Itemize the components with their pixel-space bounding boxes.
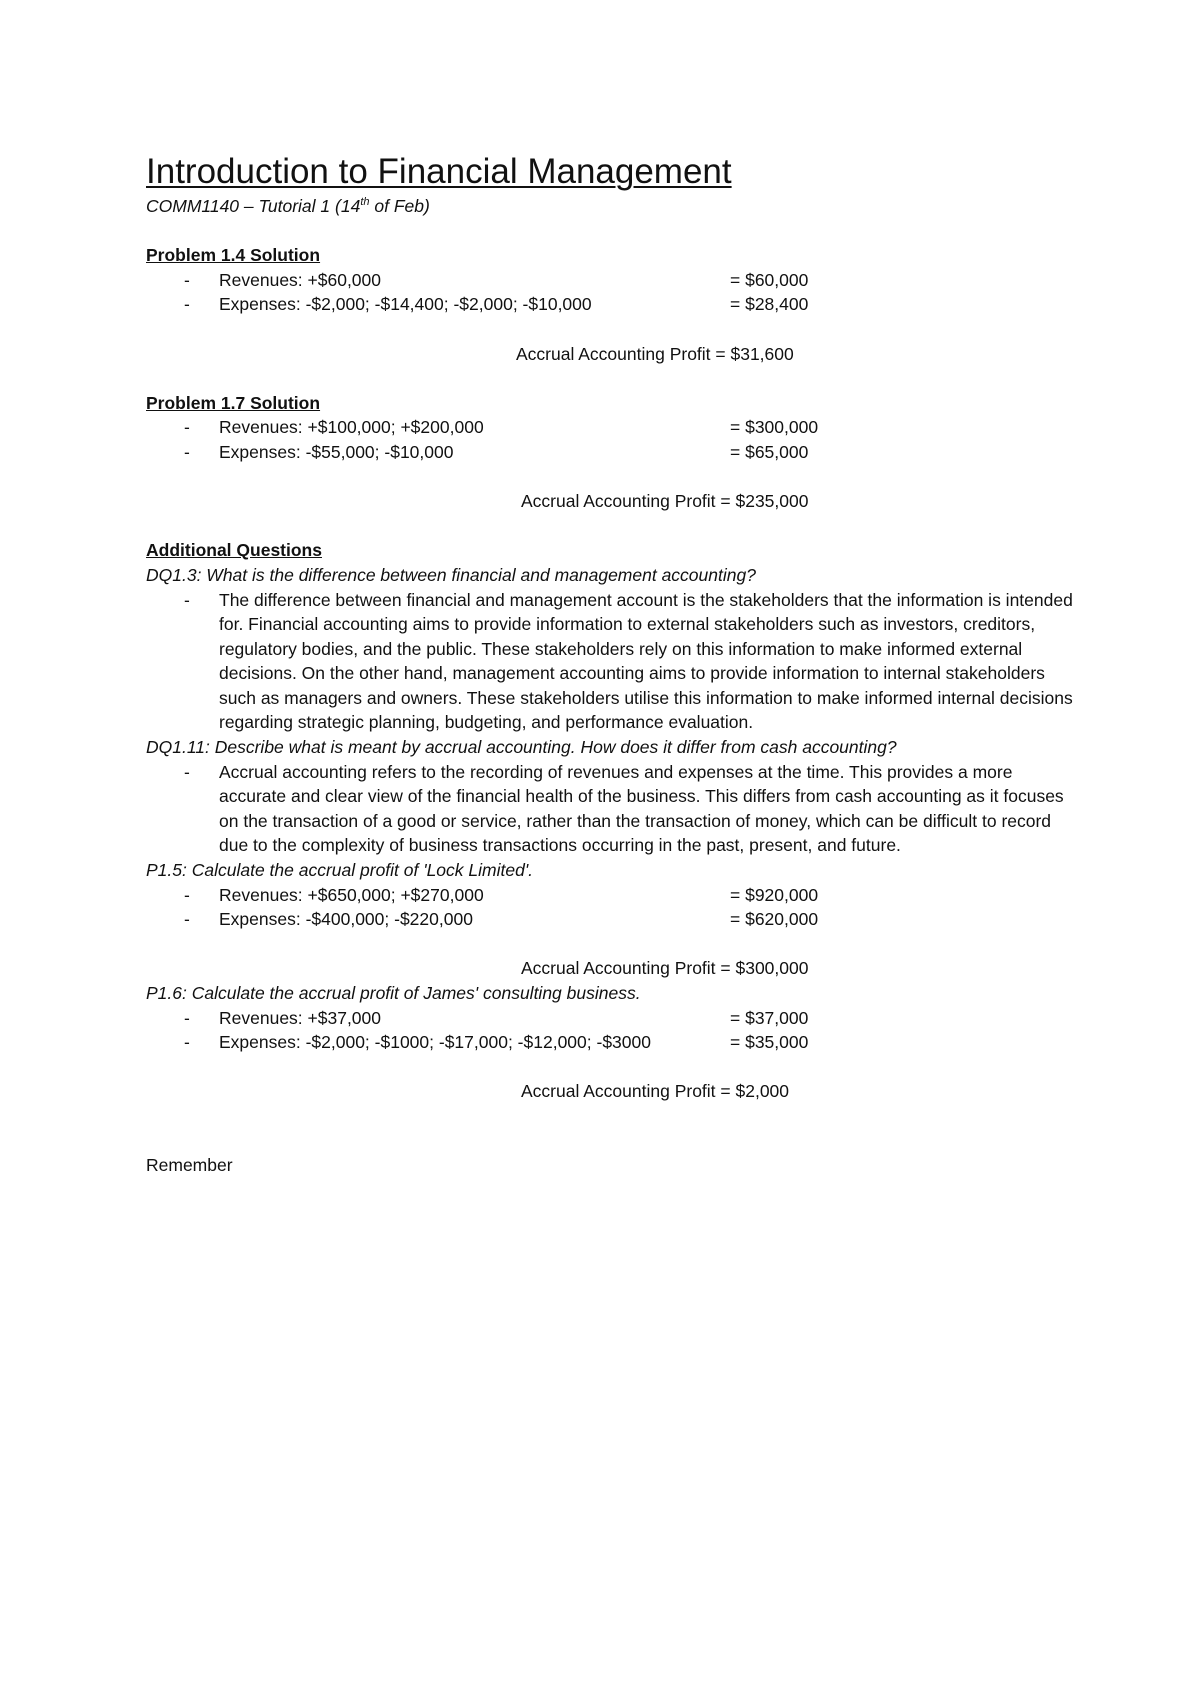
calc-label: Revenues: +$60,000	[219, 269, 382, 290]
calc-row	[146, 907, 1076, 932]
calc-total: = $620,000	[730, 909, 819, 930]
bullet-dash: -	[184, 589, 190, 610]
bullet-dash: -	[184, 294, 190, 315]
calc-total: = $37,000	[730, 1007, 809, 1028]
bullet-dash: -	[184, 1032, 190, 1053]
bullet-dash: -	[184, 1007, 190, 1028]
bullet-dash: -	[184, 441, 190, 462]
calc-row	[146, 268, 1076, 293]
document-page	[146, 150, 1076, 1178]
calc-label: Expenses: -$2,000; -$1000; -$17,000; -$12,000; -$3000	[219, 1032, 651, 1053]
answer-item	[146, 760, 1076, 858]
calc-label: Expenses: -$55,000; -$10,000	[219, 441, 454, 462]
question-p1-5: P1.5: Calculate the accrual profit of 'Lock Limited'.	[146, 860, 534, 881]
calc-label: Expenses: -$400,000; -$220,000	[219, 909, 473, 930]
subtitle-sup: th	[360, 196, 370, 209]
calc-row	[146, 440, 1076, 465]
subtitle	[146, 194, 1076, 219]
question-p1-6: P1.6: Calculate the accrual profit of James' consulting business.	[146, 983, 641, 1003]
calc-total: = $65,000	[730, 441, 809, 462]
bullet-dash: -	[184, 909, 190, 930]
bullet-dash: -	[184, 884, 190, 905]
calc-row	[146, 1030, 1076, 1055]
calc-total: = $35,000	[730, 1032, 809, 1053]
profit-total: Accrual Accounting Profit = $300,000	[521, 958, 809, 979]
page-title: Introduction to Financial Management	[146, 152, 732, 191]
calc-label: Expenses: -$2,000; -$14,400; -$2,000; -$10,000	[219, 294, 592, 315]
question-dq1-11: DQ1.11: Describe what is meant by accrual accounting. How does it differ from cash accounting?	[146, 737, 897, 758]
calc-total: = $300,000	[730, 417, 819, 438]
subtitle-suffix: of Feb)	[369, 196, 430, 216]
problem-1-7-heading: Problem 1.7 Solution	[146, 392, 321, 413]
bullet-dash: -	[184, 417, 190, 438]
answer-text: The difference between financial and management account is the stakeholders that the information is intended for. Financial accounting aims to provide information to external stakeholders such as investors, creditors, regulatory bodies, and the public. These stakeholders rely on this information to make informed external decisions. On the other hand, management accounting aims to provide information to internal stakeholders such as managers and owners. These stakeholders utilise this information to make informed internal decisions regarding strategic planning, budgeting, and performance evaluation.	[219, 589, 1073, 733]
problem-1-4-heading: Problem 1.4 Solution	[146, 245, 321, 266]
profit-total: Accrual Accounting Profit = $31,600	[516, 343, 794, 364]
footer-text: Remember	[146, 1155, 233, 1176]
calc-total: = $920,000	[730, 884, 819, 905]
calc-total: = $60,000	[730, 269, 809, 290]
calc-row	[146, 415, 1076, 440]
calc-label: Revenues: +$650,000; +$270,000	[219, 884, 484, 905]
profit-total: Accrual Accounting Profit = $235,000	[521, 491, 809, 512]
calc-label: Revenues: +$37,000	[219, 1007, 382, 1028]
question-dq1-3: DQ1.3: What is the difference between financial and management accounting?	[146, 564, 756, 585]
answer-text: Accrual accounting refers to the recording of revenues and expenses at the time. This provides a more accurate and clear view of the financial health of the business. This differs from cash accounting as it focuses on the transaction of a good or service, rather than the transaction of money, which can be difficult to record due to the complexity of business transactions occurring in the past, present, and future.	[219, 761, 1064, 856]
answer-item	[146, 588, 1076, 736]
calc-total: = $28,400	[730, 294, 809, 315]
calc-label: Revenues: +$100,000; +$200,000	[219, 417, 484, 438]
subtitle-prefix: COMM1140 – Tutorial 1 (14	[146, 196, 361, 216]
bullet-dash: -	[184, 269, 190, 290]
bullet-dash: -	[184, 761, 190, 782]
calc-row	[146, 883, 1076, 908]
calc-row	[146, 292, 1076, 317]
calc-row	[146, 1006, 1076, 1031]
profit-total: Accrual Accounting Profit = $2,000	[521, 1081, 790, 1102]
additional-questions-heading: Additional Questions	[146, 540, 322, 561]
